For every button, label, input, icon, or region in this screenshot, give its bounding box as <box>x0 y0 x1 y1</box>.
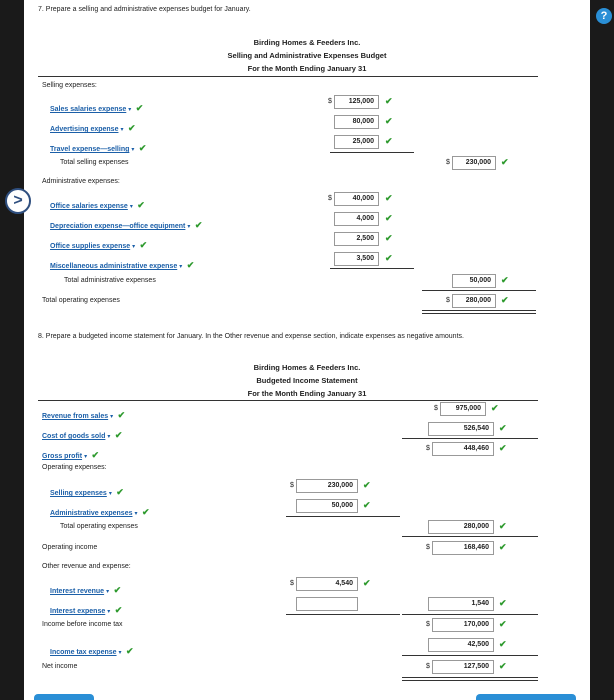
check-icon: ✔ <box>499 542 507 552</box>
check-icon: ✔ <box>139 240 148 250</box>
q8-dollar-interest-rev: $ <box>290 580 294 587</box>
q7-selling-item-2-select[interactable]: Travel expense—selling <box>50 146 130 153</box>
q7-admin-input-1[interactable]: 4,000 <box>334 212 379 226</box>
q7-admin-subtotal-rule <box>330 268 414 269</box>
check-icon: ✔ <box>501 295 509 305</box>
check-icon: ✔ <box>363 480 371 490</box>
q8-interest-rev-input[interactable]: 4,540 <box>296 577 358 591</box>
check-icon: ✔ <box>385 193 393 203</box>
chevron-down-icon[interactable]: ▾ <box>132 244 136 250</box>
check-icon: ✔ <box>499 639 507 649</box>
q7-selling-item-2[interactable] <box>50 138 146 156</box>
chevron-down-icon[interactable]: ▾ <box>118 650 122 656</box>
q8-revenue-row[interactable] <box>42 405 125 423</box>
q7-title: Selling and Administrative Expenses Budget <box>227 51 387 60</box>
q7-dollar-0: $ <box>328 98 332 105</box>
q7-total-admin-label: Total administrative expenses <box>64 277 156 284</box>
q7-total-operating-label: Total operating expenses <box>42 297 120 304</box>
q7-selling-item-1[interactable] <box>50 118 135 136</box>
q8-total-opex-input[interactable]: 280,000 <box>428 520 494 534</box>
bottom-button-right[interactable] <box>476 694 576 700</box>
q8-dollar-gross: $ <box>426 445 430 452</box>
chevron-down-icon[interactable]: ▾ <box>107 434 111 440</box>
check-icon: ✔ <box>141 507 150 517</box>
q7-double-rule <box>422 310 536 314</box>
q8-title: Budgeted Income Statement <box>256 376 358 385</box>
q7-selling-item-0-select[interactable]: Sales salaries expense <box>50 106 127 113</box>
q8-op-income-input[interactable]: 168,460 <box>432 541 494 555</box>
chevron-down-icon[interactable]: ▾ <box>134 511 138 517</box>
chevron-down-icon[interactable]: ▾ <box>187 224 191 230</box>
q7-admin-item-2[interactable] <box>50 235 147 253</box>
q8-interest-exp-input[interactable] <box>296 597 358 611</box>
q7-selling-input-1[interactable]: 80,000 <box>334 115 379 129</box>
q8-dollar-op-income: $ <box>426 544 430 551</box>
check-icon: ✔ <box>186 260 195 270</box>
q8-op-income-label: Operating income <box>42 544 98 551</box>
q7-total-operating-input[interactable]: 280,000 <box>452 294 496 308</box>
q7-selling-input-2[interactable]: 25,000 <box>334 135 379 149</box>
chevron-down-icon[interactable]: ▾ <box>179 264 183 270</box>
check-icon: ✔ <box>499 443 507 453</box>
check-icon: ✔ <box>114 605 123 615</box>
q8-cogs-select[interactable]: Cost of goods sold <box>42 433 106 440</box>
q8-other-header: Other revenue and expense: <box>42 563 131 570</box>
q8-opex-header: Operating expenses: <box>42 464 107 471</box>
q8-dollar-revenue: $ <box>434 405 438 412</box>
q8-revenue-select[interactable]: Revenue from sales <box>42 413 109 420</box>
chevron-down-icon[interactable]: ▾ <box>131 147 135 153</box>
q7-selling-item-1-select[interactable]: Advertising expense <box>50 126 119 133</box>
q8-question: 8. Prepare a budgeted income statement for January. In the Other revenue and expense section, indicate expenses as negative amounts. <box>38 333 464 340</box>
q8-selling-row[interactable] <box>50 482 124 500</box>
q7-company: Birding Homes & Feeders Inc. <box>253 38 361 47</box>
worksheet <box>24 0 590 700</box>
q7-selling-input-0[interactable]: 125,000 <box>334 95 379 109</box>
right-frame <box>590 0 614 700</box>
q7-admin-item-2-select[interactable]: Office supplies expense <box>50 243 131 250</box>
q8-cogs-rule <box>402 438 538 439</box>
check-icon: ✔ <box>499 423 507 433</box>
q7-header-rule <box>38 76 538 77</box>
chevron-down-icon[interactable]: ▾ <box>84 454 88 460</box>
help-icon[interactable]: ? <box>596 8 612 24</box>
q8-dollar-net-income: $ <box>426 663 430 670</box>
q8-admin-rule <box>286 516 400 517</box>
q8-net-income-input[interactable]: 127,500 <box>432 660 494 674</box>
chevron-down-icon[interactable]: ▾ <box>108 491 112 497</box>
chevron-down-icon[interactable]: ▾ <box>110 414 114 420</box>
check-icon: ✔ <box>385 136 393 146</box>
check-icon: ✔ <box>499 521 507 531</box>
q8-admin-select[interactable]: Administrative expenses <box>50 510 133 517</box>
left-frame <box>0 0 24 700</box>
q7-dollar-total-selling: $ <box>446 159 450 166</box>
q8-net-income-label: Net income <box>42 663 78 670</box>
q7-question: 7. Prepare a selling and administrative expenses budget for January. <box>38 6 251 13</box>
check-icon: ✔ <box>114 430 123 440</box>
q7-total-admin-input[interactable]: 50,000 <box>452 274 496 288</box>
q7-admin-item-1[interactable] <box>50 215 202 233</box>
q8-tax-row[interactable] <box>50 641 134 659</box>
q8-other-rule <box>402 614 538 615</box>
q8-company: Birding Homes & Feeders Inc. <box>253 363 361 372</box>
q8-gross-select[interactable]: Gross profit <box>42 453 83 460</box>
q8-dollar-selling: $ <box>290 482 294 489</box>
q8-tax-input[interactable]: 42,500 <box>428 638 494 652</box>
q7-selling-header: Selling expenses: <box>42 82 97 89</box>
q7-dollar-total-operating: $ <box>446 297 450 304</box>
q8-interest-rule <box>286 614 400 615</box>
q8-tax-rule <box>402 655 538 656</box>
q7-selling-item-0[interactable] <box>50 98 143 116</box>
q8-selling-select[interactable]: Selling expenses <box>50 490 107 497</box>
chevron-down-icon[interactable]: ▾ <box>120 127 124 133</box>
check-icon: ✔ <box>491 403 499 413</box>
check-icon: ✔ <box>499 598 507 608</box>
check-icon: ✔ <box>91 450 100 460</box>
q8-interest-exp-select[interactable]: Interest expense <box>50 608 106 615</box>
check-icon: ✔ <box>385 233 393 243</box>
chevron-down-icon[interactable]: ▾ <box>129 204 133 210</box>
q8-gross-row[interactable] <box>42 445 99 463</box>
check-icon: ✔ <box>499 661 507 671</box>
q7-admin-header: Administrative expenses: <box>42 178 120 185</box>
q8-selling-input[interactable]: 230,000 <box>296 479 358 493</box>
check-icon: ✔ <box>501 157 509 167</box>
q7-admin-input-0[interactable]: 40,000 <box>334 192 379 206</box>
q8-interest-rev-row[interactable] <box>50 580 121 598</box>
check-icon: ✔ <box>137 200 145 210</box>
q7-admin-input-3[interactable]: 3,500 <box>334 252 379 266</box>
check-icon: ✔ <box>194 220 203 230</box>
check-icon: ✔ <box>135 103 144 113</box>
check-icon: ✔ <box>385 96 393 106</box>
q7-admin-item-0-select[interactable]: Office salaries expense <box>50 203 128 210</box>
q7-admin-item-1-select[interactable]: Depreciation expense—office equipment <box>50 223 186 230</box>
next-arrow-icon[interactable]: > <box>5 188 31 214</box>
check-icon: ✔ <box>138 143 147 153</box>
q7-dollar-admin-0: $ <box>328 195 332 202</box>
bottom-button-left[interactable] <box>34 694 94 700</box>
q7-admin-item-3[interactable] <box>50 255 194 273</box>
chevron-down-icon[interactable]: ▾ <box>128 107 132 113</box>
check-icon: ✔ <box>363 500 371 510</box>
q8-period: For the Month Ending January 31 <box>247 389 367 398</box>
q8-header-rule <box>38 400 538 401</box>
check-icon: ✔ <box>501 275 509 285</box>
q8-total-opex-label: Total operating expenses <box>60 523 138 530</box>
q8-admin-row[interactable] <box>50 502 150 520</box>
q7-admin-input-2[interactable]: 2,500 <box>334 232 379 246</box>
check-icon: ✔ <box>113 585 122 595</box>
check-icon: ✔ <box>385 253 393 263</box>
check-icon: ✔ <box>385 116 393 126</box>
q8-cogs-input[interactable]: 526,540 <box>428 422 494 436</box>
q8-revenue-input[interactable]: 975,000 <box>440 402 486 416</box>
q8-interest-rev-select[interactable]: Interest revenue <box>50 588 105 595</box>
chevron-down-icon[interactable]: ▾ <box>106 589 110 595</box>
q8-other-total-input[interactable]: 1,540 <box>428 597 494 611</box>
check-icon: ✔ <box>117 410 126 420</box>
q8-tax-select[interactable]: Income tax expense <box>50 649 117 656</box>
q7-admin-total-rule <box>422 290 536 291</box>
check-icon: ✔ <box>499 619 507 629</box>
q8-income-before-tax-input[interactable]: 170,000 <box>432 618 494 632</box>
check-icon: ✔ <box>363 578 371 588</box>
check-icon: ✔ <box>127 123 136 133</box>
check-icon: ✔ <box>126 646 134 656</box>
q7-period: For the Month Ending January 31 <box>247 64 367 73</box>
q8-gross-input[interactable]: 448,460 <box>432 442 494 456</box>
q7-admin-item-3-select[interactable]: Miscellaneous administrative expense <box>50 263 178 270</box>
q7-total-selling-input[interactable]: 230,000 <box>452 156 496 170</box>
q7-total-selling-label: Total selling expenses <box>60 159 129 166</box>
q7-selling-subtotal-rule <box>330 152 414 153</box>
q8-cogs-row[interactable] <box>42 425 122 443</box>
check-icon: ✔ <box>116 487 124 497</box>
q8-admin-input[interactable]: 50,000 <box>296 499 358 513</box>
q8-double-rule <box>402 677 538 681</box>
q7-admin-item-0[interactable] <box>50 195 145 213</box>
chevron-down-icon[interactable]: ▾ <box>107 609 111 615</box>
q8-interest-exp-row[interactable] <box>50 600 122 618</box>
q8-dollar-income-before-tax: $ <box>426 621 430 628</box>
check-icon: ✔ <box>385 213 393 223</box>
q8-opex-rule <box>402 536 538 537</box>
q8-income-before-tax-label: Income before income tax <box>42 621 123 628</box>
